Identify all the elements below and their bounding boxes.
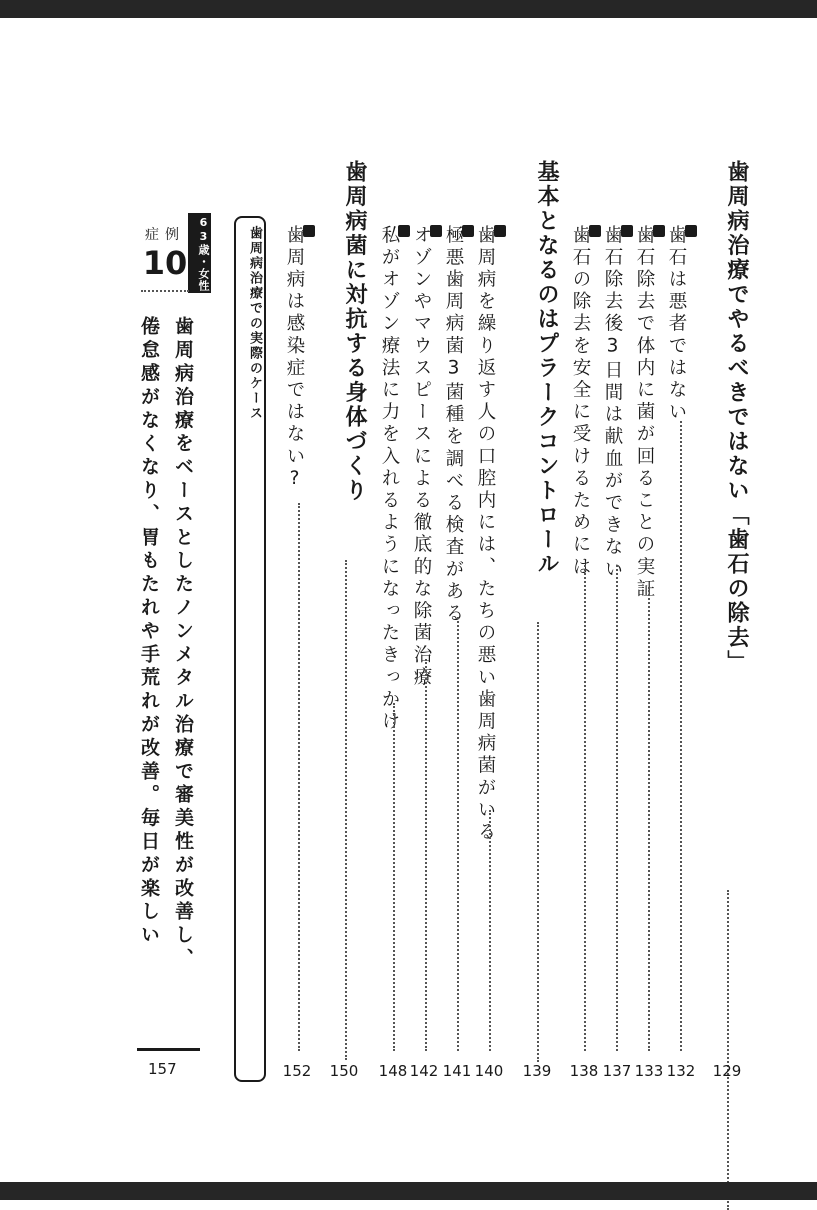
toc-page-number: 150: [329, 1062, 359, 1080]
leader-dots: [393, 703, 395, 1051]
case-section-box: [234, 216, 266, 1082]
case-label: 症例: [145, 227, 185, 243]
case-number: 10: [142, 244, 188, 282]
toc-entry-text: 歯石は悪者ではない: [663, 225, 697, 424]
leader-dots: [457, 617, 459, 1051]
case-divider: [141, 290, 189, 292]
toc-entry[interactable]: [707, 160, 747, 1087]
case-description-line[interactable]: 歯周病治療をベースとしたノンメタル治療で審美性が改善し、: [172, 316, 194, 972]
bottom-border: [0, 1182, 817, 1200]
leader-dots: [345, 560, 347, 1060]
toc-entry-text: オゾンやマウスピースによる徹底的な除菌治療: [408, 225, 442, 689]
leader-dots: [537, 622, 539, 1062]
case-page-number: 157: [148, 1060, 177, 1078]
toc-entry-text: 私がオゾン療法に力を入れるようになったきっかけ: [376, 225, 410, 733]
leader-dots: [298, 503, 300, 1051]
toc-entry[interactable]: [631, 225, 665, 1087]
leader-dots: [680, 421, 682, 1051]
toc-entry[interactable]: [472, 225, 506, 1087]
case-rule: [137, 1048, 200, 1051]
case-age-label: 63歳・女性: [197, 216, 210, 292]
leader-dots: [727, 890, 729, 1210]
toc-entry[interactable]: [376, 225, 410, 1087]
toc-page-number: 148: [378, 1062, 408, 1080]
toc-entry[interactable]: [663, 225, 697, 1087]
leader-dots: [616, 565, 618, 1051]
toc-page-number: 152: [282, 1062, 312, 1080]
toc-entry-text: 歯周病は感染症ではない?: [281, 225, 315, 493]
leader-dots: [584, 565, 586, 1051]
leader-dots: [489, 810, 491, 1051]
toc-page-number: 129: [712, 1062, 742, 1080]
toc-entry[interactable]: [599, 225, 633, 1087]
toc-entry[interactable]: [325, 160, 365, 1087]
toc-page-number: 141: [442, 1062, 472, 1080]
toc-entry[interactable]: [567, 225, 601, 1087]
case-description-line[interactable]: 倦怠感がなくなり、胃もたれや手荒れが改善。毎日が楽しい: [138, 316, 160, 948]
toc-entry[interactable]: [281, 225, 315, 1087]
toc-page-number: 138: [569, 1062, 599, 1080]
toc-page-number: 139: [522, 1062, 552, 1080]
leader-dots: [648, 587, 650, 1051]
toc-page-number: 132: [666, 1062, 696, 1080]
leader-dots: [425, 659, 427, 1051]
toc-entry-text: 極悪歯周病菌3菌種を調べる検査がある: [440, 225, 474, 625]
case-age-badge: [188, 213, 211, 293]
toc-entry[interactable]: [440, 225, 474, 1087]
toc-entry-text: 歯周病を繰り返す人の口腔内には、たちの悪い歯周病菌がいる: [472, 225, 506, 844]
top-border: [0, 0, 817, 18]
case-section-title: 歯周病治療での実際のケース: [247, 226, 262, 421]
toc-page-number: 142: [409, 1062, 439, 1080]
toc-entry-text: 歯石除去後3日間は献血ができない: [599, 225, 633, 581]
toc-entry[interactable]: [408, 225, 442, 1087]
toc-page-number: 140: [474, 1062, 504, 1080]
toc-page-number: 137: [602, 1062, 632, 1080]
toc-entry-text: 歯石の除去を安全に受けるためには: [567, 225, 601, 579]
toc-entry-text: 歯周病菌に対抗する身体づくり: [342, 160, 367, 503]
toc-entry[interactable]: [517, 160, 557, 1087]
toc-entry-text: 歯周病治療でやるべきではない「歯石の除去」: [724, 160, 749, 675]
toc-entry-text: 歯石除去で体内に菌が回ることの実証: [631, 225, 665, 601]
toc-page-number: 133: [634, 1062, 664, 1080]
toc-entry-text: 基本となるのはプラークコントロール: [534, 160, 559, 577]
